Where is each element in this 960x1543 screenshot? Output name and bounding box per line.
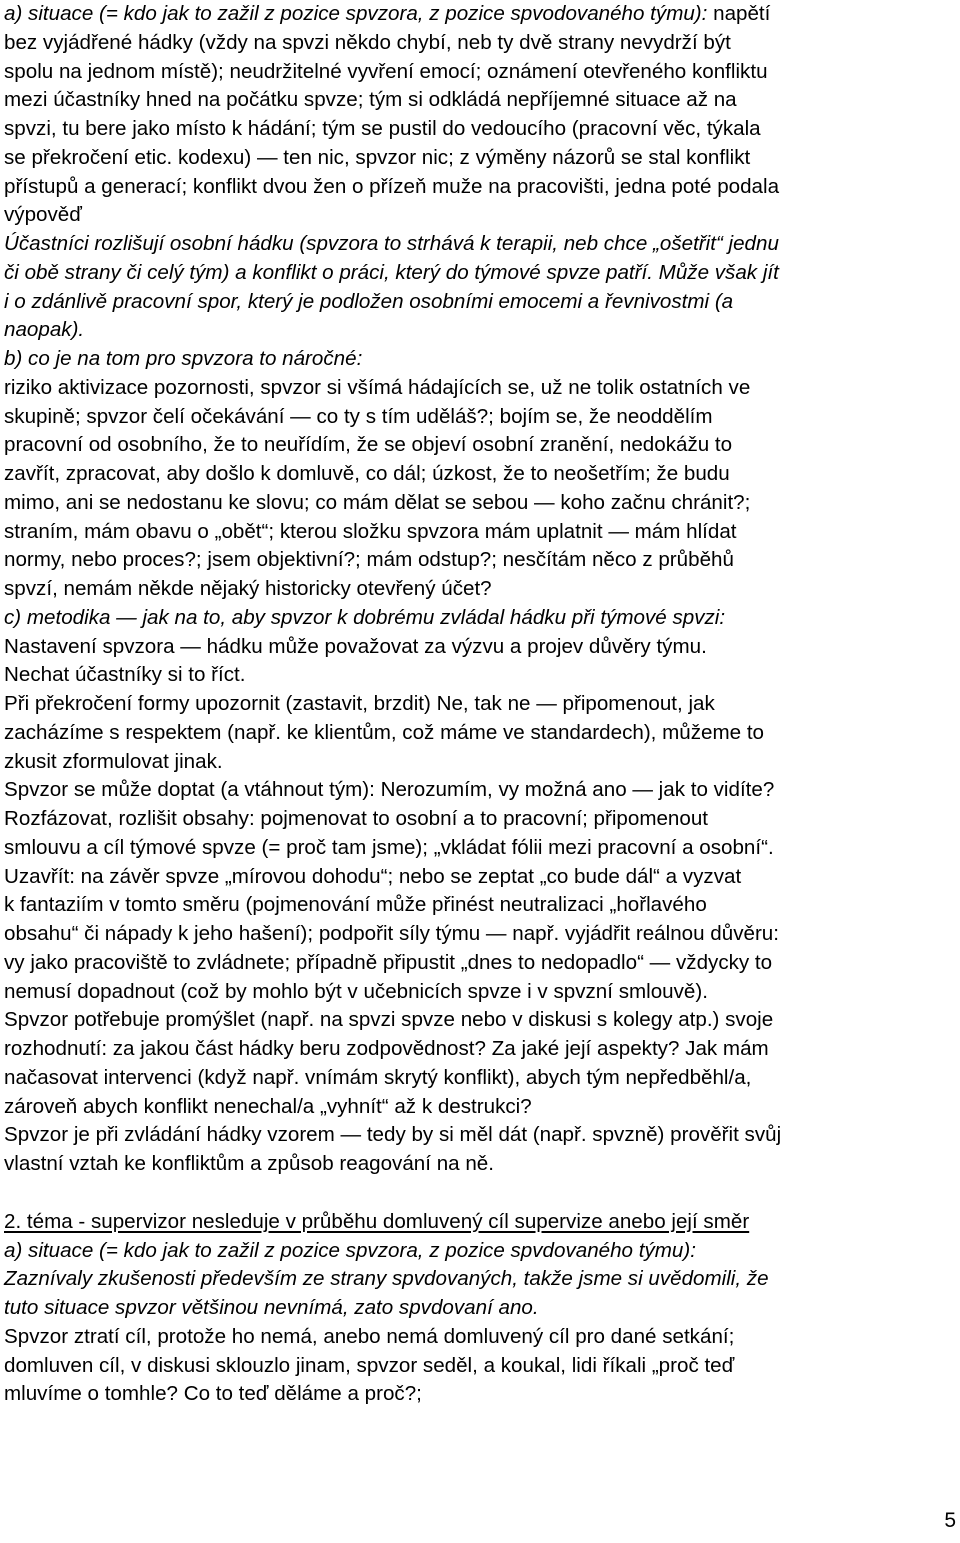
text-line xyxy=(4,58,956,87)
italic-text: b) co je na tom pro spvzora to náročné: xyxy=(4,347,363,370)
text-line xyxy=(4,978,956,1007)
text-run: straním, mám obavu o „obět“; kterou složku spvzora mám uplatnit — mám hlídat xyxy=(4,519,737,543)
italic-text: Zaznívaly zkušenosti především ze strany spvdovaných, takže jsme si uvědomili, že xyxy=(4,1267,769,1291)
text-line xyxy=(4,374,956,403)
text-run: normy, nebo proces?; jsem objektivní?; mám odstup?; nesčítám něco z průběhů xyxy=(4,548,734,572)
text-run: Uzavřít: na závěr spvze „mírovou dohodu“; nebo se zeptat „co bude dál“ a vyzvat xyxy=(4,864,742,888)
text-line xyxy=(4,1093,956,1122)
text-run: zavřít, zpracovat, aby došlo k domluvě, co dál; úzkost, že to neošetřím; že budu xyxy=(4,462,730,485)
text-run: výpověď xyxy=(4,203,82,227)
text-run: spvzí, nemám někde nějaký historicky otevřený účet? xyxy=(4,577,492,600)
text-run: obsahu“ či nápady k jeho hašení); podpořit síly týmu — např. vyjádřit reálnou důvěru: xyxy=(4,922,779,945)
text-line xyxy=(4,633,956,662)
italic-text: Účastníci rozlišují osobní hádku (spvzora to strhává k terapii, neb chce „ošetřit“ jednu xyxy=(4,232,779,255)
text-line xyxy=(4,661,956,690)
text-line xyxy=(4,345,956,374)
text-line xyxy=(4,1323,956,1352)
text-run: vy jako pracoviště to zvládnete; případně připustit „dnes to nedopadlo“ — vždycky to xyxy=(4,950,773,974)
text-run: bez vyjádřené hádky (vždy na spvzi někdo chybí, neb ty dvě strany nevydrží být xyxy=(4,30,731,54)
text-run: Při překročení formy upozornit (zastavit, brzdit) Ne, tak ne — připomenout, jak xyxy=(4,692,715,715)
document-page xyxy=(4,0,956,1409)
text-line xyxy=(4,259,956,288)
text-line xyxy=(4,748,956,777)
text-line xyxy=(4,518,956,547)
italic-text: Může však jít xyxy=(658,260,779,284)
italic-text: tuto situace spvzor většinou nevnímá, zato spvdovaní ano. xyxy=(4,1296,539,1319)
text-run: domluven cíl, v diskusi sklouzlo jinam, spvzor seděl, a koukal, lidi říkali „proč teď xyxy=(4,1353,735,1377)
text-run: mezi účastníky hned na počátku spvze; tým si odkládá nepříjemné situace až na xyxy=(4,88,737,112)
text-run: Rozfázovat, rozlišit obsahy: pojmenovat to osobní a to pracovní; připomenout xyxy=(4,807,709,830)
text-run: skupině; spvzor čelí očekávání — co ty s tím uděláš?; bojím se, že neoddělím xyxy=(4,404,713,428)
text-run: přístupů a generací; konflikt dvou žen o přízeň muže na pracovišti, jedna poté podala xyxy=(4,174,780,198)
text-line xyxy=(4,201,956,230)
text-line xyxy=(4,144,956,173)
text-line xyxy=(4,1294,956,1323)
text-run: Spvzor ztratí cíl, protože ho nemá, anebo nemá domluvený cíl pro dané setkání; xyxy=(4,1324,735,1348)
text-line xyxy=(4,288,956,317)
text-run: zkusit zformulovat jinak. xyxy=(4,749,223,773)
text-line xyxy=(4,1150,956,1179)
text-line xyxy=(4,403,956,432)
text-run: načasovat intervenci (když např. vnímám skrytý konflikt), abych tým nepředběhl/a, xyxy=(4,1065,752,1089)
text-line xyxy=(4,575,956,604)
italic-text: naopak). xyxy=(4,318,85,342)
text-line xyxy=(4,1352,956,1381)
text-line xyxy=(4,891,956,920)
text-line xyxy=(4,1237,956,1266)
text-run: zároveň abych konflikt nenechal/a „vyhnít“ až k destrukci? xyxy=(4,1094,532,1118)
text-run: pracovní od osobního, že to neuřídím, že se objeví osobní zranění, nedokážu to xyxy=(4,433,733,457)
text-line xyxy=(4,173,956,202)
text-line xyxy=(4,1265,956,1294)
text-run: Spvzor se může doptat (a vtáhnout tým): Nerozumím, vy možná ano — jak to vidíte? xyxy=(4,778,775,802)
text-run: rozhodnutí: za jakou část hádky beru zodpovědnost? Za jaké její aspekty? Jak mám xyxy=(4,1037,769,1060)
text-line xyxy=(4,776,956,805)
text-line xyxy=(4,460,956,489)
text-run: mluvíme o tomhle? Co to teď děláme a proč?; xyxy=(4,1382,422,1406)
text-run: riziko aktivizace pozornosti, spvzor si všímá hádajících se, už ne tolik ostatních ve xyxy=(4,375,751,399)
text-line xyxy=(4,86,956,115)
text-run: smlouvu a cíl týmové spvze (= proč tam jsme); „vkládat fólii mezi pracovní a osobní“. xyxy=(4,835,774,859)
text-line xyxy=(4,546,956,575)
text-line xyxy=(4,115,956,144)
italic-text: či obě strany či celý tým) a konflikt o práci, který do týmové spvze patří. xyxy=(4,260,653,284)
text-line xyxy=(4,431,956,460)
italic-text: i o zdánlivě pracovní spor, který je podložen osobními emocemi a řevnivostmi (a xyxy=(4,289,734,313)
section-heading: 2. téma - supervizor nesleduje v průběhu domluvený cíl supervize anebo její směr xyxy=(4,1209,750,1233)
text-run: vlastní vztah ke konfliktům a způsob reagování na ně. xyxy=(4,1152,494,1175)
text-line xyxy=(4,920,956,949)
text-run: mimo, ani se nedostanu ke slovu; co mám dělat se sebou — koho začnu chránit?; xyxy=(4,490,751,514)
paragraph-gap xyxy=(4,1179,956,1208)
text-line xyxy=(4,230,956,259)
text-run: Nastavení spvzora — hádku může považovat za výzvu a projev důvěry týmu. xyxy=(4,634,707,658)
italic-text: c) metodika — jak na to, aby spvzor k dobrému zvládal hádku při týmové spvzi: xyxy=(4,605,726,629)
body-text xyxy=(4,0,956,1179)
text-line xyxy=(4,719,956,748)
text-run: zacházíme s respektem (např. ke klientům, což máme ve standardech), můžeme to xyxy=(4,720,764,744)
italic-text: a) situace (= kdo jak to zažil z pozice spvzora, z pozice spvdovaného týmu): xyxy=(4,1238,696,1262)
text-line xyxy=(4,1121,956,1150)
text-line xyxy=(4,489,956,518)
italic-text: a) situace (= kdo jak to zažil z pozice spvzora, z pozice spvodovaného týmu): xyxy=(4,2,708,25)
text-line xyxy=(4,604,956,633)
page-number: 5 xyxy=(944,1509,956,1532)
text-line xyxy=(4,316,956,345)
text-line xyxy=(4,949,956,978)
text-run: Spvzor je při zvládání hádky vzorem — tedy by si měl dát (např. spvzně) prověřit svůj xyxy=(4,1123,782,1147)
text-line xyxy=(4,29,956,58)
section2-text xyxy=(4,1237,956,1410)
text-run: se překročení etic. kodexu) — ten nic, spvzor nic; z výměny názorů se stal konflikt xyxy=(4,145,751,169)
text-line xyxy=(4,1380,956,1409)
text-line xyxy=(4,1035,956,1064)
text-run: nemusí dopadnout (což by mohlo být v učebnicích spvze i v spvzní smlouvě). xyxy=(4,979,708,1003)
text-run: Spvzor potřebuje promýšlet (např. na spvzi spvze nebo v diskusi s kolegy atp.) svoje xyxy=(4,1008,774,1032)
text-run: k fantaziím v tomto směru (pojmenování může přinést neutralizaci „hořlavého xyxy=(4,893,707,917)
text-line xyxy=(4,834,956,863)
text-line xyxy=(4,805,956,834)
text-line xyxy=(4,1006,956,1035)
text-run: napětí xyxy=(707,2,771,25)
text-run: Nechat účastníky si to říct. xyxy=(4,663,246,687)
text-run: spolu na jednom místě); neudržitelné vyvření emocí; oznámení otevřeného konfliktu xyxy=(4,59,768,83)
text-run: spvzi, tu bere jako místo k hádání; tým se pustil do vedoucího (pracovní věc, týkala xyxy=(4,117,761,140)
text-line xyxy=(4,1064,956,1093)
text-line xyxy=(4,863,956,892)
text-line xyxy=(4,0,956,29)
text-line xyxy=(4,690,956,719)
